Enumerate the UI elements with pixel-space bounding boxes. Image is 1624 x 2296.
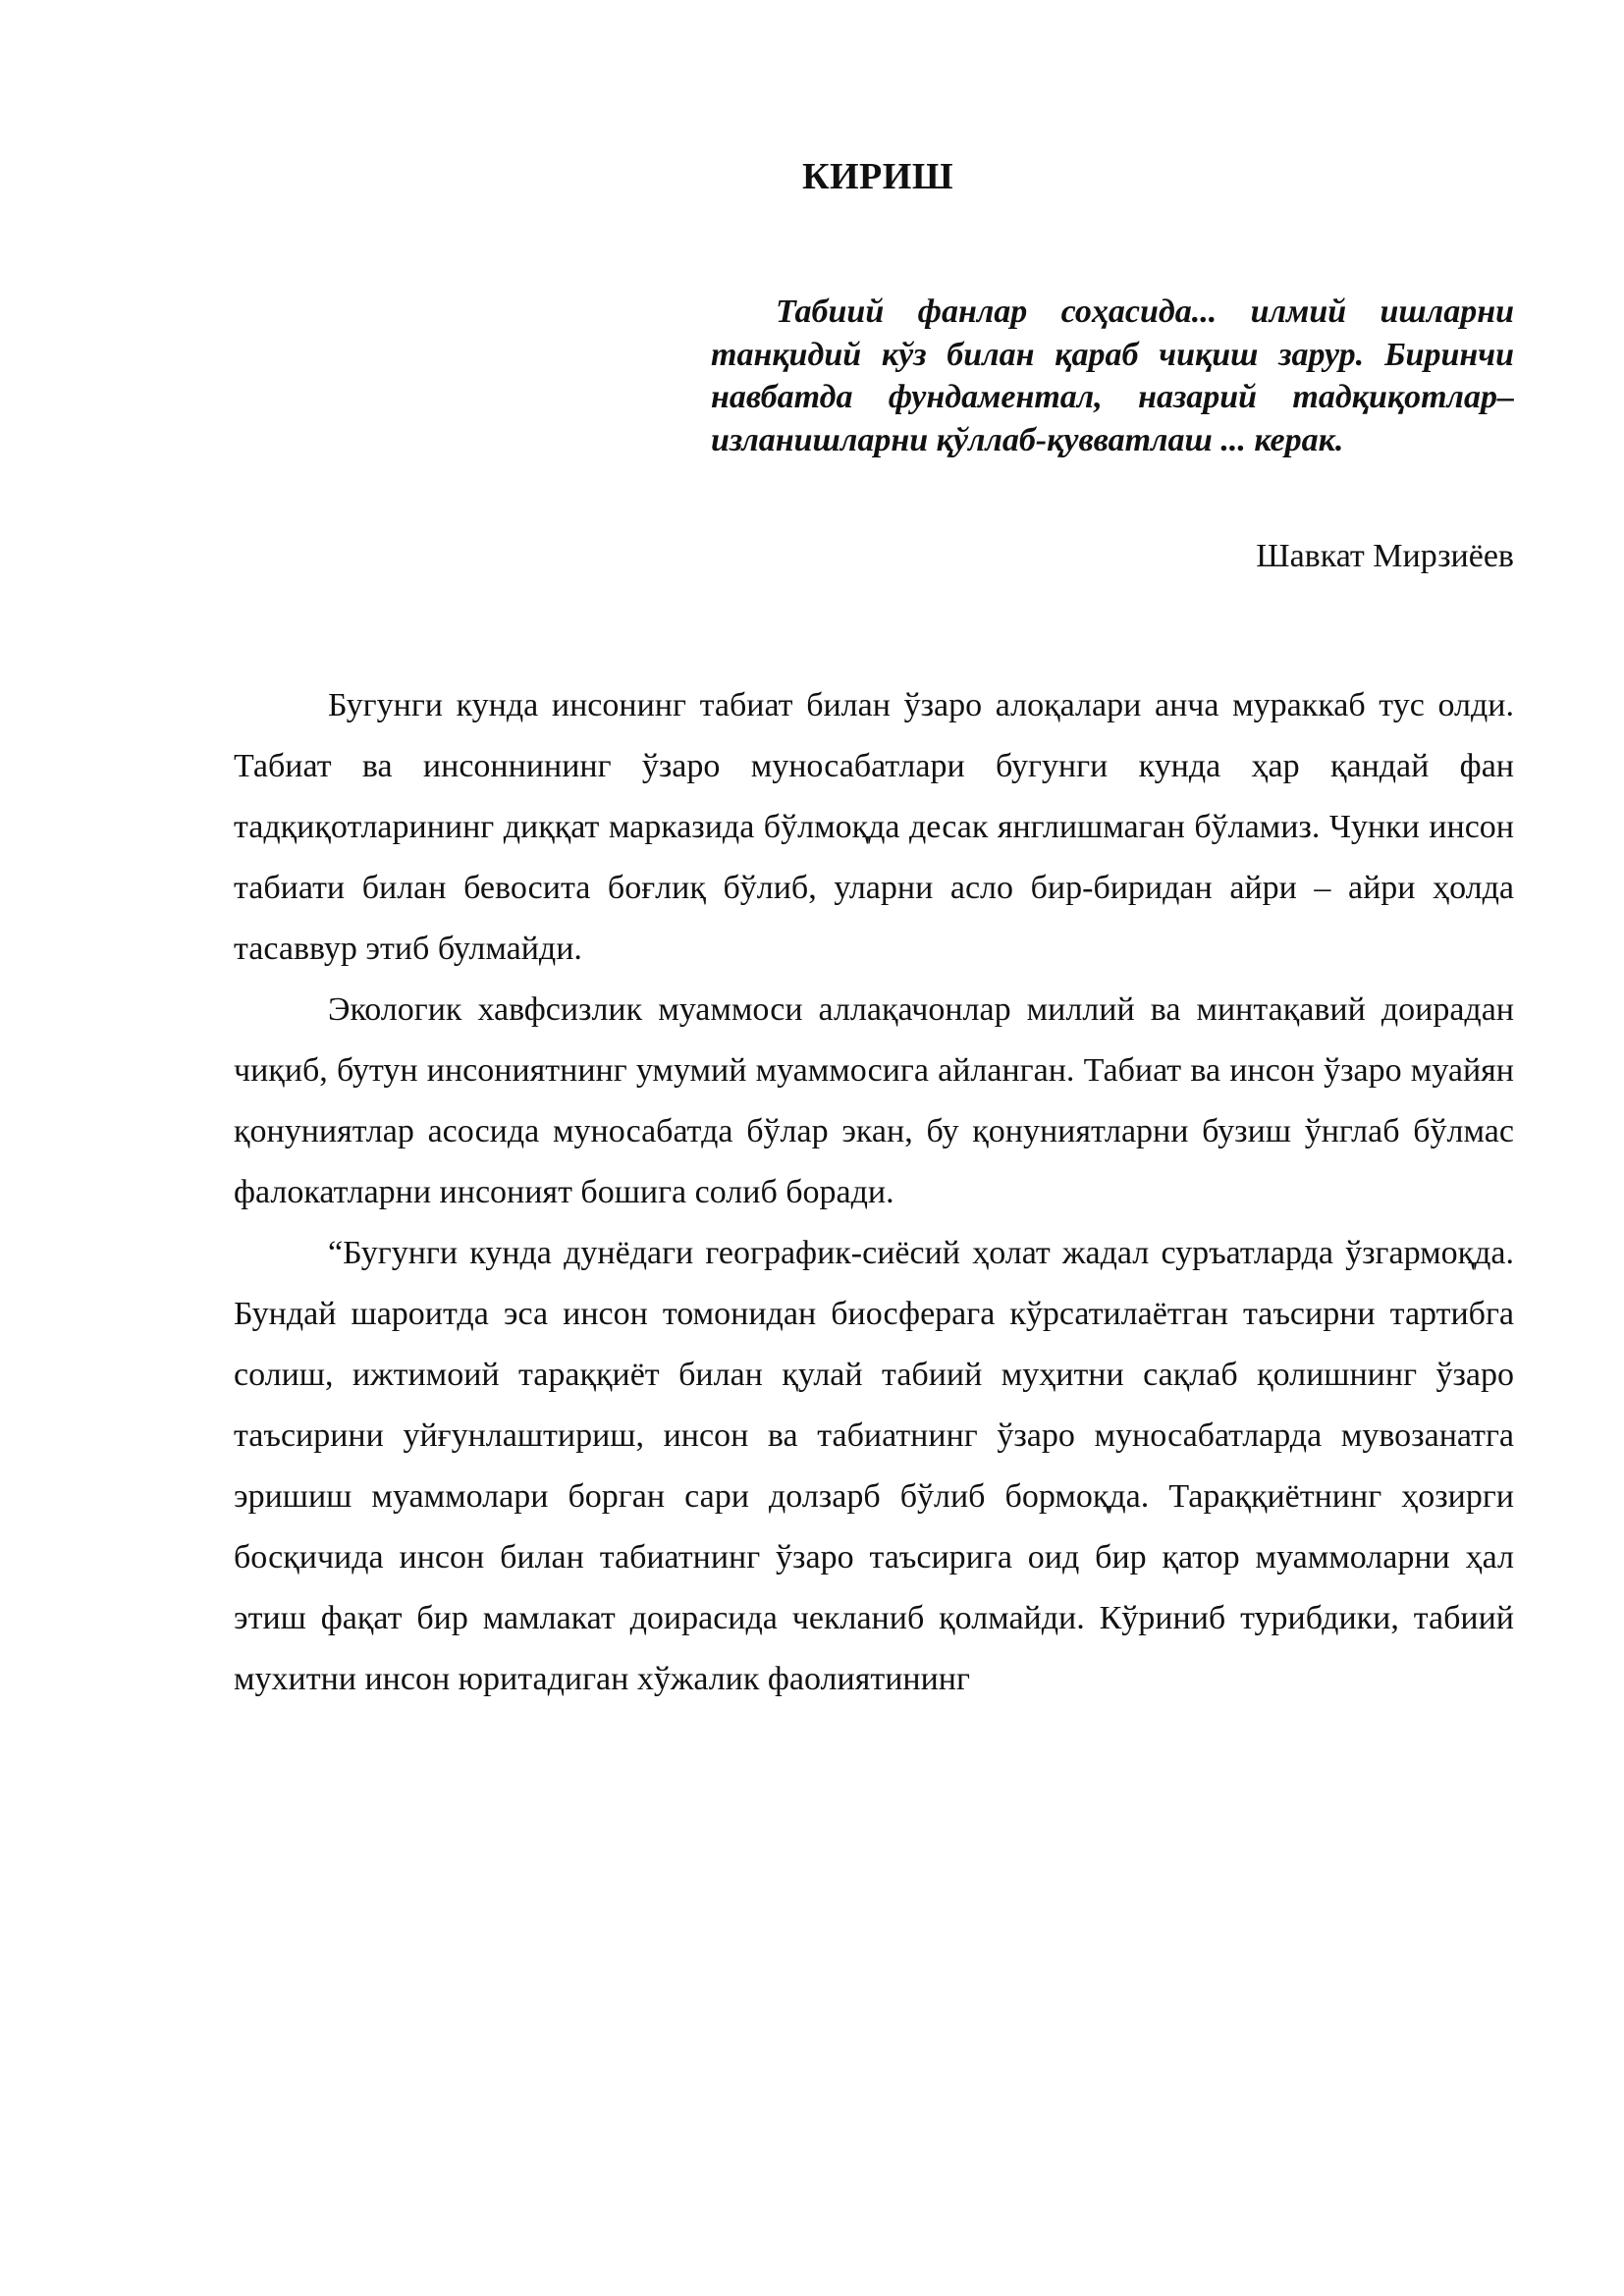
epigraph-quote: Табиий фанлар соҳасида... илмий ишларни танқидий кўз билан қараб чиқиш зарур. Биринчи навбатда фундаментал, назарий тадқиқотлар–изланишларни қўллаб-қувватлаш ... керак. <box>711 294 1514 458</box>
paragraph: Бугунги кунда инсонинг табиат билан ўзаро алоқалари анча мураккаб тус олди. Табиат ва инсоннининг ўзаро муносабатлари бугунги кунда ҳар қандай фан тадқиқотларининг диққат марказида бўлмоқда десак янглишмаган бўламиз. Чунки инсон табиати билан бевосита боғлиқ бўлиб, уларни асло бир-биридан айри – айри ҳолда тасаввур этиб булмайди. <box>234 687 1514 967</box>
body-text <box>234 675 1514 1710</box>
page-title: КИРИШ <box>801 156 954 197</box>
epigraph-author: Шавкат Мирзиёев <box>1256 538 1514 574</box>
paragraph: “Бугунги кунда дунёдаги географик-сиёсий ҳолат жадал суръатларда ўзгармоқда. Бундай шароитда эса инсон томонидан биосферага кўрсатилаётган таъсирни тартибга солиш, ижтимоий тараққиёт билан қулай табиий муҳитни сақлаб қолишнинг ўзаро таъсирини уйғунлаштириш, инсон ва табиатнинг ўзаро муносабатларда мувозанатга эришиш муаммолари борган сари долзарб бўлиб бормоқда. Тараққиётнинг ҳозирги босқичида инсон билан табиатнинг ўзаро таъсирига оид бир қатор муаммоларни ҳал этиш фақат бир мамлакат доирасида чекланиб қолмайди. Кўриниб турибдики, табиий мухитни инсон юритадиган хўжалик фаолиятининг <box>234 1235 1514 1697</box>
paragraph: Экологик хавфсизлик муаммоси аллақачонлар миллий ва минтақавий доирадан чиқиб, бутун инсониятнинг умумий муаммосига айланган. Табиат ва инсон ўзаро муайян қонуниятлар асосида муносабатда бўлар экан, бу қонуниятларни бузиш ўнглаб бўлмас фалокатларни инсоният бошига солиб боради. <box>234 991 1514 1210</box>
